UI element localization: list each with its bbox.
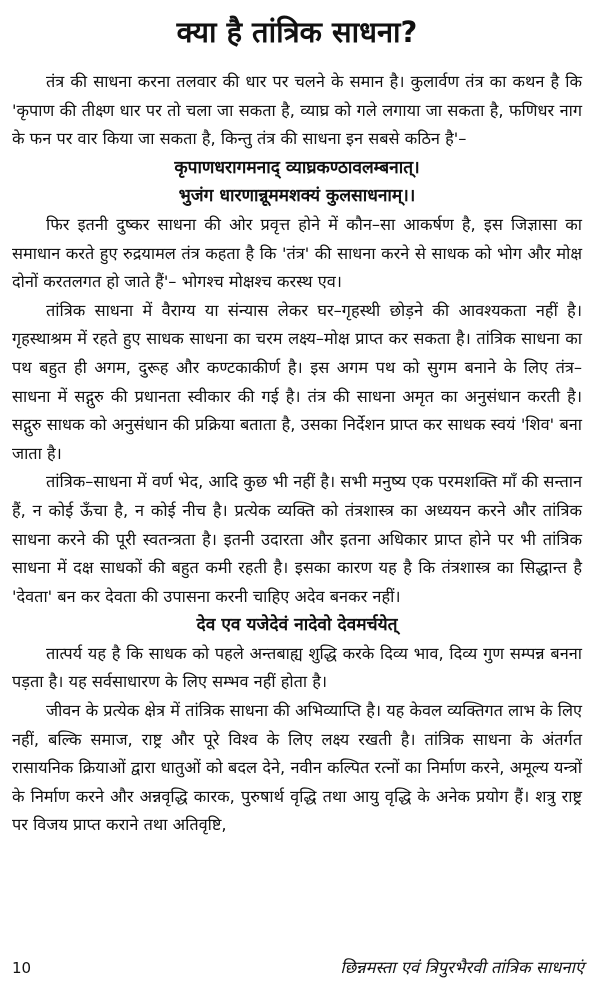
verse-line-2: भुजंग धारणान्नूममशक्यं कुलसाधनाम्।। <box>178 186 416 207</box>
paragraph-2: फिर इतनी दुष्कर साधना की ओर प्रवृत्त होने में कौन–सा आकर्षण है, इस जिज्ञासा का समाधान करते हुए रुद्रयामल तंत्र कहता है कि 'तंत्र' की साधना करने से साधक को भोग और मोक्ष दोनों करतलगत हो जाते हैं'– भोगश्च मोक्षश्च करस्थ एव। <box>12 214 582 292</box>
paragraph-6: जीवन के प्रत्येक क्षेत्र में तांत्रिक साधना की अभिव्याप्ति है। यह केवल व्यक्तिगत लाभ के लिए नहीं, बल्कि समाज, राष्ट्र और पूरे विश्व के लिए लक्ष्य रखती है। तांत्रिक साधना के अंतर्गत रासायनिक क्रियाओं द्वारा धातुओं को बदल देने, नवीन कल्पित रत्नों का निर्माण करने, अमूल्य यन्त्रों के निर्माण करने और अन्नवृद्धि कारक, पुरुषार्थ वृद्धि तथा आयु वृद्धि के अनेक प्रयोग हैं। शत्रु राष्ट्र पर विजय प्राप्त कराने तथा अतिवृष्टि, <box>12 701 582 835</box>
body-text <box>12 68 582 840</box>
page-title: क्या है तांत्रिक साधना? <box>176 15 418 49</box>
book-title: छिन्नमस्ता एवं त्रिपुरभैरवी तांत्रिक साधनाएं <box>340 958 584 977</box>
verse-line-1: कृपाणधरागमनाद् व्याघ्रकण्ठावलम्बनात्। <box>174 157 420 178</box>
paragraph-3: तांत्रिक साधना में वैराग्य या संन्यास लेकर घर–गृहस्थी छोड़ने की आवश्यकता नहीं है। गृहस्थाश्रम में रहते हुए साधक साधना का चरम लक्ष्य–मोक्ष प्राप्त कर सकता है। तांत्रिक साधना का पथ बहुत ही अगम, दुरूह और कण्टकाकीर्ण है। इस अगम पथ को सुगम बनाने के लिए तंत्र–साधना में सद्गुरु की प्रधानता स्वीकार की गई है। तंत्र की साधना अमृत का अनुसंधान करती है। सद्गुरु साधक को अनुसंधान की प्रक्रिया बताता है, उसका निर्देशन प्राप्त कर साधक स्वयं 'शिव' बना जाता है। <box>12 300 582 463</box>
paragraph-4: तांत्रिक–साधना में वर्ण भेद, आदि कुछ भी नहीं है। सभी मनुष्य एक परमशक्ति माँ की सन्तान हैं, न कोई ऊँचा है, न कोई नीच है। प्रत्येक व्यक्ति को तंत्रशास्त्र का अध्ययन करने और तांत्रिक साधना करने की पूरी स्वतन्त्रता है। इतनी उदारता और इतना अधिकार प्राप्त होने पर भी तांत्रिक साधना में दक्ष साधकों की बहुत कमी रहती है। इसका कारण यह है कि तंत्रशास्त्र का सिद्धान्त है 'देवता' बन कर देवता की उपासना करनी चाहिए अदेव बनकर नहीं। <box>12 472 582 606</box>
verse-line-3: देव एव यजेदेवं नादेवो देवमर्चयेत् <box>196 615 398 636</box>
paragraph-5: तात्पर्य यह है कि साधक को पहले अन्तबाह्य शुद्धि करके दिव्य भाव, दिव्य गुण सम्पन्न बनना पड़ता है। यह सर्वसाधारण के लिए सम्भव नहीं होता है। <box>12 643 582 692</box>
paragraph-1: तंत्र की साधना करना तलवार की धार पर चलने के समान है। कुलार्वण तंत्र का कथन है कि 'कृपाण की तीक्ष्ण धार पर तो चला जा सकता है, व्याघ्र को गले लगाया जा सकता है, फणिधर नाग के फन पर वार किया जा सकता है, किन्तु तंत्र की साधना इन सबसे कठिन है'– <box>12 72 582 149</box>
page-footer <box>12 955 584 978</box>
page-number: 10 <box>12 959 32 977</box>
